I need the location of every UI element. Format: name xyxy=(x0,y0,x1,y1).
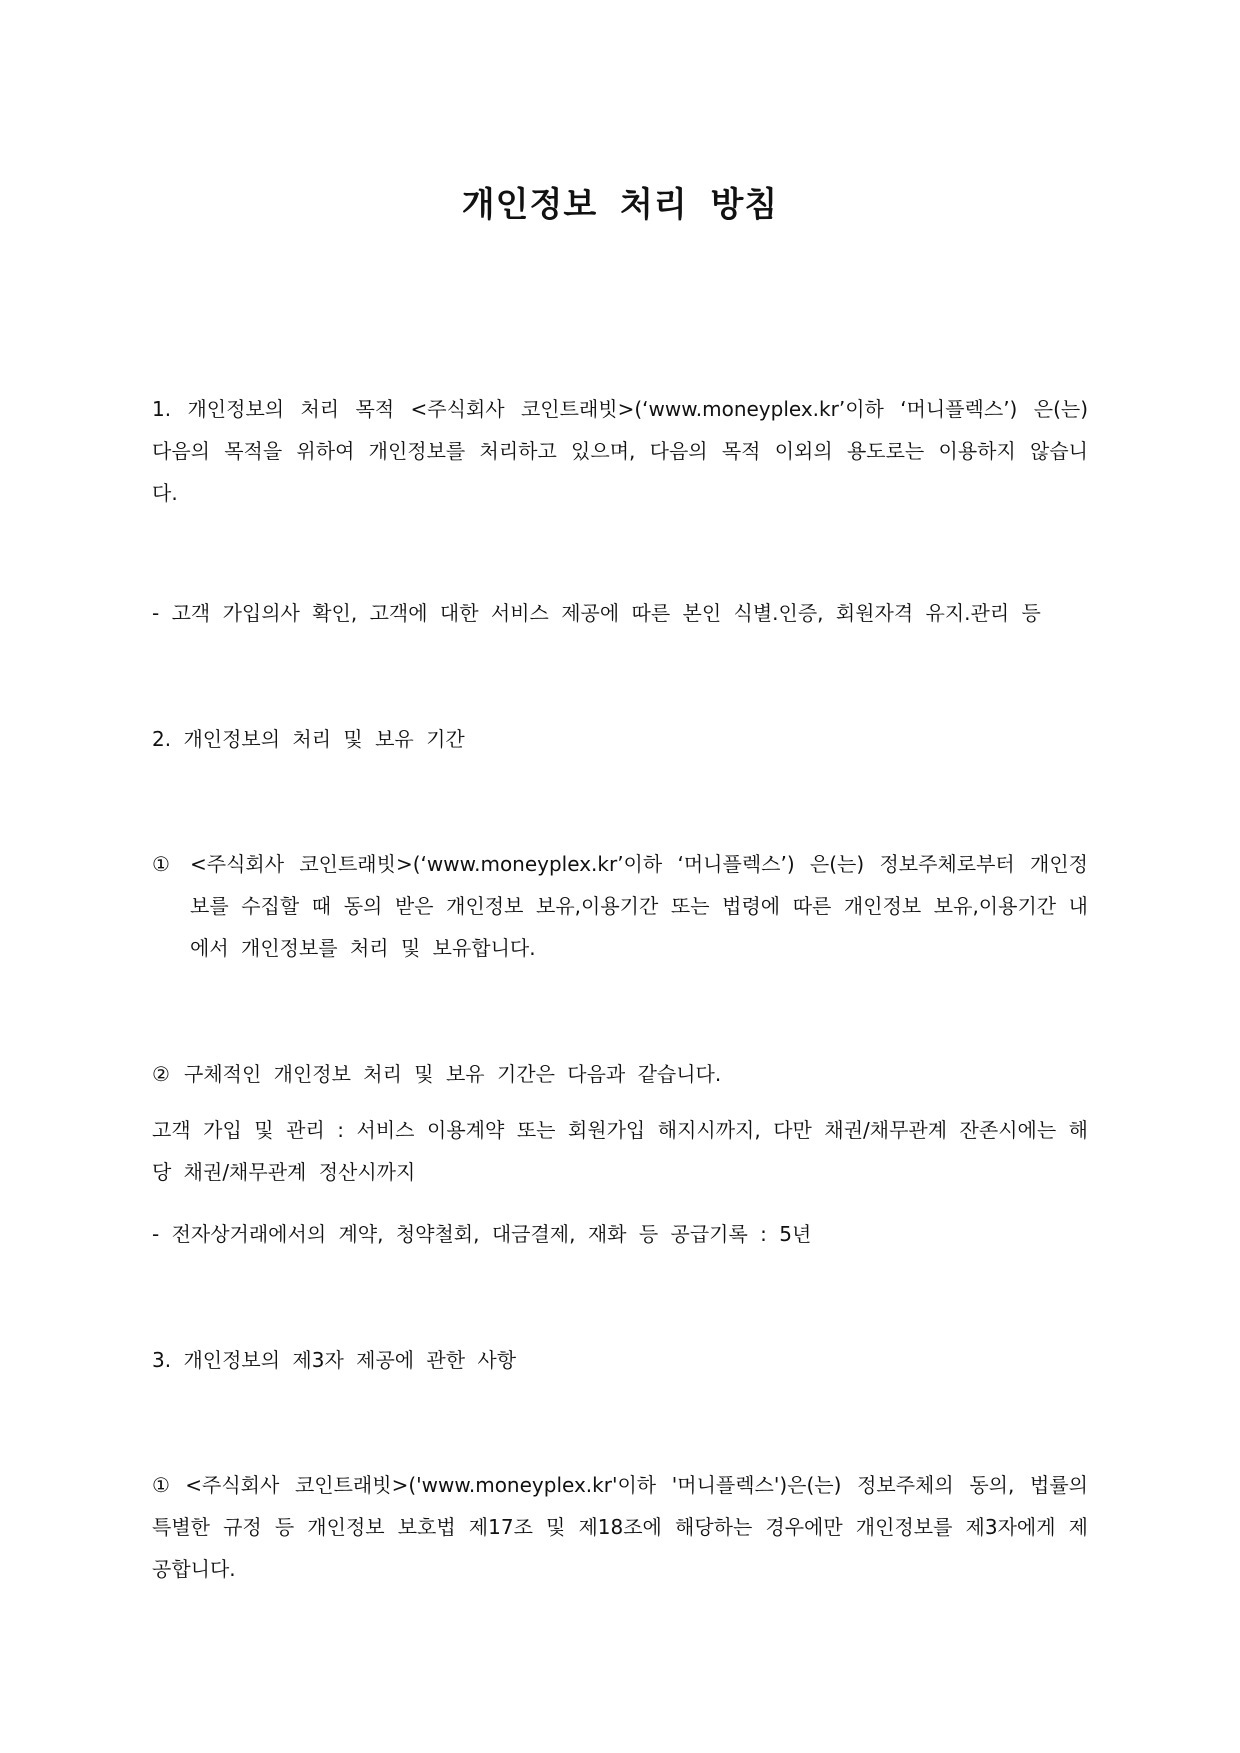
section3-item-1-paragraph xyxy=(152,1464,1088,1590)
section3-item-1-text: <주식회사 코인트래빗>('www.moneyplex.kr'이하 '머니플렉스')은(는) 정보주체의 동의, 법률의 특별한 규정 등 개인정보 보호법 제17조 및 제18조에 해당하는 경우에만 개인정보를 제3자에게 제공합니다. xyxy=(152,1473,1088,1581)
section2-item-1 xyxy=(152,843,1088,969)
section1-purpose-item: - 고객 가입의사 확인, 고객에 대한 서비스 제공에 따른 본인 식별.인증, 회원자격 유지.관리 등 xyxy=(152,601,1041,625)
section2-item-2 xyxy=(152,1053,1088,1095)
section3-heading: 3. 개인정보의 제3자 제공에 관한 사항 xyxy=(152,1348,517,1372)
page-title: 개인정보 처리 방침 xyxy=(461,185,779,225)
section1-purpose-paragraph: 1. 개인정보의 처리 목적 <주식회사 코인트래빗>(‘www.moneyplex.kr’이하 ‘머니플렉스’) 은(는) 다음의 목적을 위하여 개인정보를 처리하고 있으며, 다음의 목적 이외의 용도로는 이용하지 않습니다. xyxy=(152,397,1088,505)
circled-number-1: ① xyxy=(152,852,170,876)
section2-item-2-text: 구체적인 개인정보 처리 및 보유 기간은 다음과 같습니다. xyxy=(184,1062,722,1086)
section2-heading: 2. 개인정보의 처리 및 보유 기간 xyxy=(152,727,465,751)
section2-retention-detail: 고객 가입 및 관리 : 서비스 이용계약 또는 회원가입 해지시까지, 다만 채권/채무관계 잔존시에는 해당 채권/채무관계 정산시까지 xyxy=(152,1118,1088,1184)
section3-item-1 xyxy=(152,1464,1088,1590)
section2-ecommerce-record: - 전자상거래에서의 계약, 청약철회, 대금결제, 재화 등 공급기록 : 5년 xyxy=(152,1222,812,1246)
circled-number-2: ② xyxy=(152,1062,170,1086)
circled-number-1: ① xyxy=(152,1473,174,1497)
section2-item-1-text: <주식회사 코인트래빗>(‘www.moneyplex.kr’이하 ‘머니플렉스’) 은(는) 정보주체로부터 개인정보를 수집할 때 동의 받은 개인정보 보유,이용기간 또는 법령에 따른 개인정보 보유,이용기간 내에서 개인정보를 처리 및 보유합니다. xyxy=(190,852,1088,960)
